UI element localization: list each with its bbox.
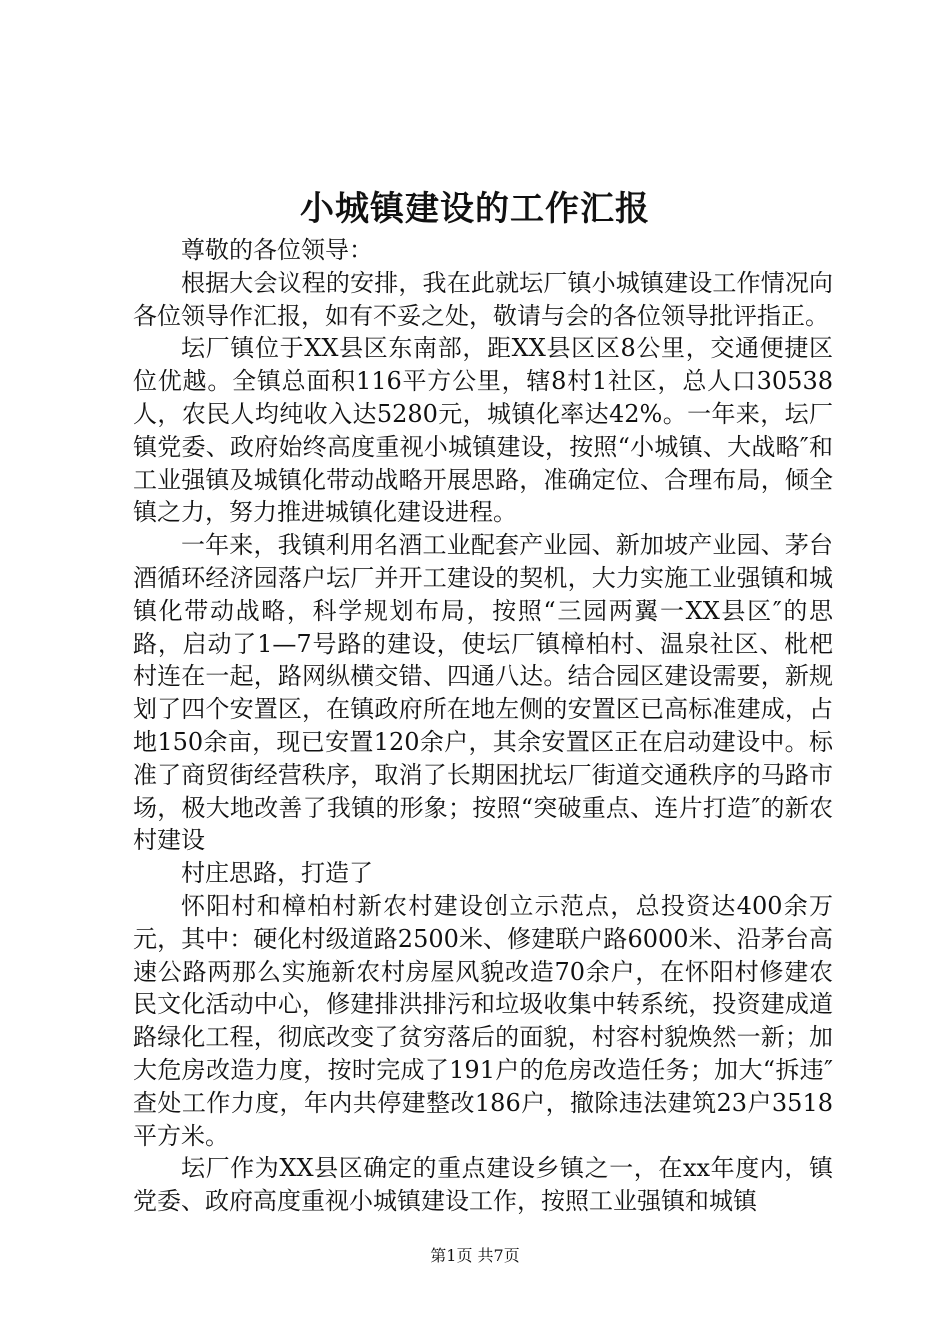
page-number-footer: 第1页 共7页 xyxy=(430,1246,520,1265)
document-title: 小城镇建设的工作汇报 xyxy=(300,189,650,229)
body-paragraph: 一年来，我镇利用名酒工业配套产业园、新加坡产业园、茅台酒循环经济园落户坛厂并开工建设的契机，大力实施工业强镇和城镇化带动战略，科学规划布局，按照“三园两翼一XX县区″的思路，启动了1—7号路的建设，使坛厂镇樟柏村、温泉社区、枇杷村连在一起，路网纵横交错、四通八达。结合园区建设需要，新规划了四个安置区，在镇政府所在地左侧的安置区已高标准建成，占地150余亩，现已安置120余户，其余安置区正在启动建设中。标准了商贸街经营秩序，取消了长期困扰坛厂街道交通秩序的马路市场，极大地改善了我镇的形象；按照“突破重点、连片打造″的新农村建设 xyxy=(133,531,833,855)
salutation-paragraph: 尊敬的各位领导： xyxy=(181,236,373,264)
body-paragraph: 坛厂镇位于XX县区东南部，距XX县区区8公里，交通便捷区位优越。全镇总面积116平方公里，辖8村1社区，总人口30538人，农民人均纯收入达5280元，城镇化率达42%。一年来，坛厂镇党委、政府始终高度重视小城镇建设，按照“小城镇、大战略″和工业强镇及城镇化带动战略开展思路，准确定位、合理布局，倾全镇之力，努力推进城镇化建设进程。 xyxy=(133,334,833,527)
body-paragraph: 坛厂作为XX县区确定的重点建设乡镇之一，在xx年度内，镇党委、政府高度重视小城镇建设工作，按照工业强镇和城镇 xyxy=(133,1154,833,1216)
body-paragraph: 怀阳村和樟柏村新农村建设创立示范点，总投资达400余万元，其中：硬化村级道路2500米、修建联户路6000米、沿茅台高速公路两那么实施新农村房屋风貌改造70余户，在怀阳村修建农民文化活动中心，修建排洪排污和垃圾收集中转系统，投资建成道路绿化工程，彻底改变了贫穷落后的面貌，村容村貌焕然一新；加大危房改造力度，按时完成了191户的危房改造任务；加大“拆违″查处工作力度，年内共停建整改186户，撤除违法建筑23户3518平方米。 xyxy=(133,891,833,1150)
body-paragraph: 根据大会议程的安排，我在此就坛厂镇小城镇建设工作情况向各位领导作汇报，如有不妥之处，敬请与会的各位领导批评指正。 xyxy=(133,268,833,330)
document-body xyxy=(133,234,833,1218)
body-paragraph: 村庄思路，打造了 xyxy=(181,859,373,888)
